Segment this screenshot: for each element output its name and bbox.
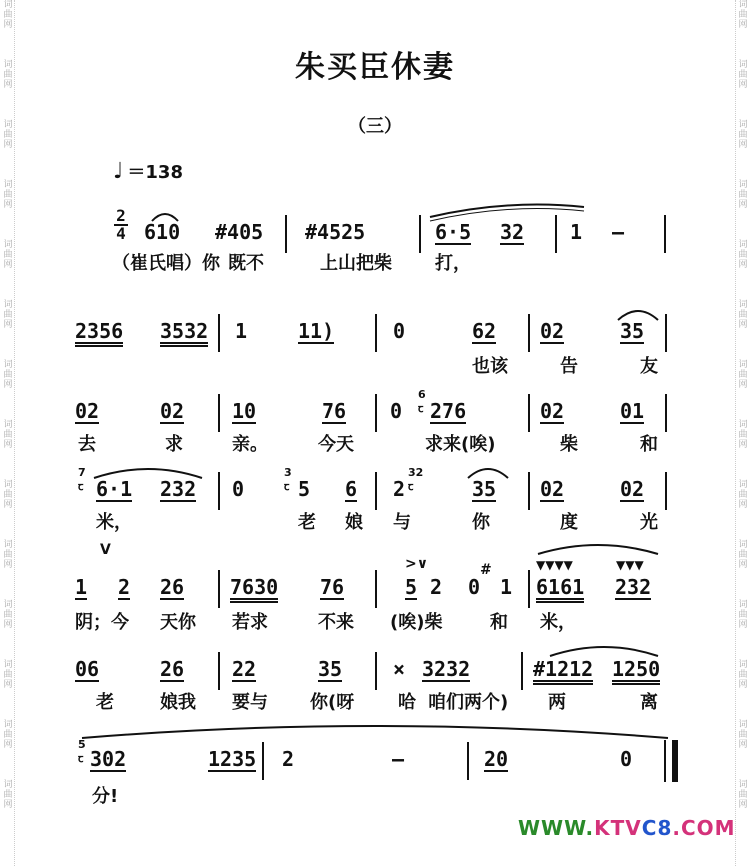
note-group: 6161 — [536, 576, 584, 603]
grace-note: 32 ꞇ — [408, 466, 424, 493]
watermark-text: 词 曲 网 — [738, 360, 748, 390]
bar-line — [521, 652, 523, 690]
note-group: #4525 — [305, 220, 366, 244]
watermark-text: 词 曲 网 — [3, 540, 13, 570]
score-line-1 — [0, 205, 750, 285]
lyric: 你(呀 — [310, 692, 355, 713]
note-group: 62 — [472, 319, 497, 343]
lyric: 哈 — [398, 692, 416, 713]
lyric: 和 — [640, 434, 658, 455]
score-line-7 — [0, 736, 750, 816]
note-group: 610 — [144, 220, 181, 244]
bar-line — [665, 472, 667, 510]
note-group: 02 — [540, 319, 565, 343]
note-group: 0 — [393, 319, 406, 343]
lyric: 亲。 — [232, 434, 268, 455]
quarter-note-icon: ♩ — [113, 159, 124, 184]
bar-line — [528, 472, 530, 510]
lyric: 光 — [640, 512, 658, 533]
watermark-text: 词 曲 网 — [3, 360, 13, 390]
watermark-text: 词 曲 网 — [738, 0, 748, 30]
grace-note: 3 ꞇ — [284, 466, 292, 493]
note-group: 232 — [615, 575, 652, 599]
lyric: 分! — [92, 786, 119, 807]
lyric: 友 — [640, 356, 658, 377]
watermark-text: 词 曲 网 — [3, 0, 13, 30]
breath-mark: V — [100, 542, 111, 558]
note-group: 2 — [430, 575, 443, 599]
lyric: 柴 — [560, 434, 578, 455]
bar-line — [218, 652, 220, 690]
bar-line — [285, 215, 287, 253]
watermark-text: 词 曲 网 — [3, 720, 13, 750]
bar-line — [555, 215, 557, 253]
note-group: 1 — [75, 575, 88, 599]
note-group: #405 — [215, 220, 264, 244]
site-watermark: WWW.KTVC8.COM — [518, 816, 736, 840]
lyric: 要与 — [232, 692, 268, 713]
watermark-text: 词 曲 网 — [738, 780, 748, 810]
note-group: 1 — [235, 319, 248, 343]
lyric: 咱们两个) — [428, 692, 509, 713]
watermark-text: 词 曲 网 — [738, 120, 748, 150]
tempo-marking — [113, 158, 183, 184]
score-line-2 — [0, 314, 750, 394]
lyric: 度 — [560, 512, 578, 533]
bar-line — [375, 314, 377, 352]
lyric: 去 — [78, 434, 96, 455]
slur-mark — [80, 724, 670, 740]
watermark-text: 词 曲 网 — [3, 300, 13, 330]
bar-line — [375, 652, 377, 690]
note-group: 06 — [75, 657, 100, 681]
note-group: 32 — [500, 220, 525, 244]
bar-line — [664, 740, 666, 782]
note-group: 0 — [468, 575, 481, 599]
final-bar-line — [672, 740, 678, 782]
lyric: 两 — [548, 692, 566, 713]
watermark-text: 词 曲 网 — [3, 60, 13, 90]
page-title: 朱买臣休妻 — [295, 50, 455, 85]
watermark-text: 词 曲 网 — [738, 240, 748, 270]
watermark-text: 词 曲 网 — [3, 240, 13, 270]
lyric: 上山把柴 — [320, 253, 392, 274]
note-group: 2356 — [75, 320, 123, 347]
grace-note: 7 ꞇ — [78, 466, 86, 493]
note-group: 1 — [500, 575, 513, 599]
grace-note: 5 ꞇ — [78, 738, 86, 765]
note-group: 2 — [118, 575, 131, 599]
note-group: 6·5 — [435, 220, 472, 244]
lyric: 和 — [490, 612, 508, 633]
note-group: 7630 — [230, 576, 278, 603]
bar-line — [262, 742, 264, 780]
note-group: 6·1 — [96, 477, 133, 501]
watermark-text: 词 曲 网 — [738, 180, 748, 210]
staccato-marks: ▼▼▼ — [616, 558, 644, 572]
lyric: 娘 — [345, 512, 363, 533]
score-line-3 — [0, 388, 750, 474]
watermark-text: 词 曲 网 — [738, 540, 748, 570]
watermark-text: 词 曲 网 — [3, 420, 13, 450]
note-group: 302 — [90, 747, 127, 771]
note-group: — — [612, 220, 625, 244]
note-group: 5 — [298, 477, 311, 501]
note-group: 01 — [620, 399, 645, 423]
lyric: 求 — [165, 434, 183, 455]
note-group: 76 — [320, 575, 345, 599]
lyric: 天你 — [160, 612, 196, 633]
lyric: 米， — [96, 512, 132, 533]
section-label: （三） — [348, 116, 402, 137]
lyric: 与 — [393, 512, 411, 533]
watermark-text: 词 曲 网 — [3, 660, 13, 690]
note-group: 02 — [620, 477, 645, 501]
watermark-text: 词 曲 网 — [3, 600, 13, 630]
bar-line — [419, 215, 421, 253]
note-group: 35 — [620, 319, 645, 343]
note-group: 02 — [75, 399, 100, 423]
bar-line — [664, 215, 666, 253]
lyric: 打， — [435, 253, 471, 274]
watermark-text: 词 曲 网 — [738, 720, 748, 750]
bar-line — [528, 394, 530, 432]
watermark-text: 词 曲 网 — [3, 780, 13, 810]
note-group: 0 — [620, 747, 633, 771]
score-line-5 — [0, 542, 750, 633]
sharp-mark: # — [480, 562, 492, 578]
lyric: 不来 — [318, 612, 354, 633]
watermark-text: 词 曲 网 — [738, 300, 748, 330]
note-group: 1250 — [612, 658, 660, 685]
staccato-marks: ▼▼▼▼ — [536, 558, 573, 572]
bar-line — [375, 570, 377, 608]
lyric: 告 — [560, 356, 578, 377]
note-group: 26 — [160, 575, 185, 599]
note-group: — — [392, 747, 405, 771]
note-group: 0 — [390, 399, 403, 423]
watermark-text: 词 曲 网 — [738, 660, 748, 690]
bar-line — [665, 314, 667, 352]
slur-mark — [536, 542, 662, 556]
watermark-text: 词 曲 网 — [3, 480, 13, 510]
bar-line — [665, 394, 667, 432]
bar-line — [375, 394, 377, 432]
note-group: 1235 — [208, 747, 257, 771]
lyric: 既不 — [228, 253, 264, 274]
note-group: 35 — [472, 477, 497, 501]
note-group: 11) — [298, 319, 335, 343]
bar-line — [218, 394, 220, 432]
note-group: #1212 — [533, 658, 593, 685]
watermark-text: 词 曲 网 — [738, 60, 748, 90]
slur-mark — [548, 644, 660, 658]
note-group: 232 — [160, 477, 197, 501]
slur-mark — [150, 211, 180, 223]
accent-mark: >∨ — [405, 556, 429, 572]
lyric: 娘我 — [160, 692, 196, 713]
note-group: 35 — [318, 657, 343, 681]
note-group: 0 — [232, 477, 245, 501]
bar-line — [528, 314, 530, 352]
note-group: 3232 — [422, 657, 471, 681]
watermark-text: 词 曲 网 — [738, 480, 748, 510]
note-group: 02 — [540, 399, 565, 423]
note-group: 2 — [393, 477, 406, 501]
note-group: 10 — [232, 399, 257, 423]
note-group: 5 — [405, 575, 418, 599]
note-group: × — [393, 657, 406, 681]
tempo-value: ＝138 — [127, 162, 183, 183]
note-group: 76 — [322, 399, 347, 423]
lyric: （崔氏唱）你 — [112, 253, 220, 274]
grace-note: 6 ꞇ — [418, 388, 426, 415]
watermark-text: 词 曲 网 — [738, 600, 748, 630]
note-group: 22 — [232, 657, 257, 681]
bar-line — [218, 472, 220, 510]
lyric: 你 — [472, 512, 490, 533]
note-group: 02 — [160, 399, 185, 423]
lyric: 若求 — [232, 612, 268, 633]
note-group: 1 — [570, 220, 583, 244]
bar-line — [375, 472, 377, 510]
note-group: 276 — [430, 399, 467, 423]
lyric: 老 — [96, 692, 114, 713]
note-group: 2 — [282, 747, 295, 771]
bar-line — [218, 314, 220, 352]
watermark-text: 词 曲 网 — [3, 120, 13, 150]
note-group: 6 — [345, 477, 358, 501]
lyric: 米， — [540, 612, 576, 633]
note-group: 02 — [540, 477, 565, 501]
lyric: 离 — [640, 692, 658, 713]
note-group: 3532 — [160, 320, 208, 347]
lyric: (唉)柴 — [390, 612, 443, 633]
watermark-text: 词 曲 网 — [3, 180, 13, 210]
lyric: 阴；今 — [75, 612, 129, 633]
time-signature: 2 4 — [114, 208, 128, 242]
bar-line — [528, 570, 530, 608]
score-line-6 — [0, 652, 750, 732]
lyric: 求来(唉) — [425, 434, 496, 455]
lyric: 今天 — [318, 434, 354, 455]
lyric: 老 — [298, 512, 316, 533]
note-group: 20 — [484, 747, 509, 771]
note-group: 26 — [160, 657, 185, 681]
lyric: 也该 — [472, 356, 508, 377]
bar-line — [218, 570, 220, 608]
score-line-4 — [0, 466, 750, 552]
bar-line — [467, 742, 469, 780]
watermark-text: 词 曲 网 — [738, 420, 748, 450]
